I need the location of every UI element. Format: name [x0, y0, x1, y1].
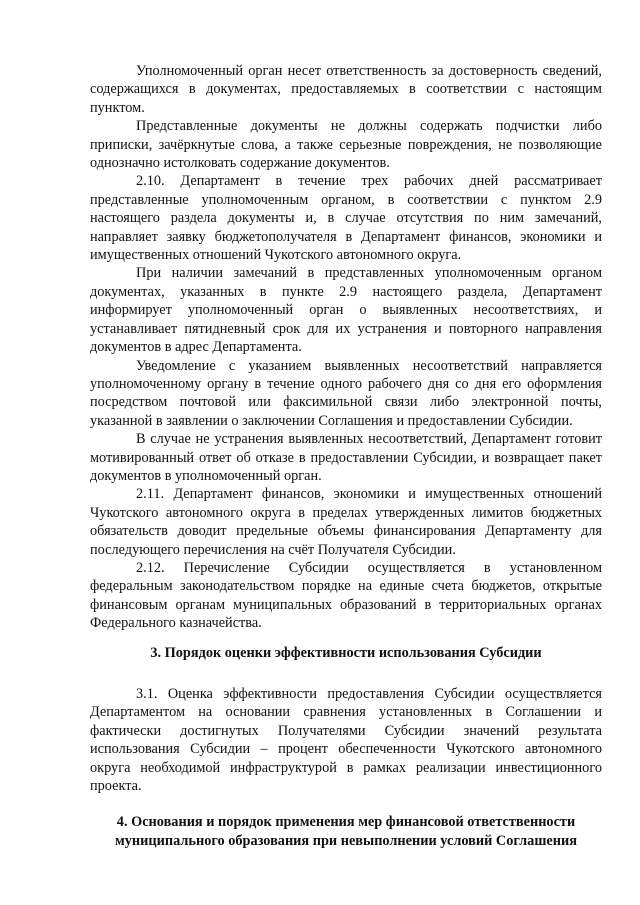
paragraph-2-10: 2.10. Департамент в течение трех рабочих дней рассматривает представленные уполномоченным органом, в соответствии с пунктом 2.9 настоящего раздела документы и, в случае отсутствия по ним замечаний, направляет заявку бюджетополучателя в Департамент финансов, экономики и имущественных отношений Чукотского автономного округа.	[90, 173, 602, 264]
paragraph-remarks: При наличии замечаний в представленных уполномоченным органом документах, указанных в пункте 2.9 настоящего раздела, Департамент информирует уполномоченный орган о выявленных несоответствиях, и устанавливает пятидневный срок для их устранения и повторного направления документов в адрес Департамента.	[90, 265, 602, 356]
paragraph-2-12: 2.12. Перечисление Субсидии осуществляется в установленном федеральным законодательством порядке на единые счета бюджетов, открытые финансовым органам муниципальных образований в территориальных органах Федерального казначейства.	[90, 559, 602, 632]
document-body	[90, 62, 602, 850]
paragraph-3-1: 3.1. Оценка эффективности предоставления Субсидии осуществляется Департаментом на основании сравнения установленных в Соглашении и фактически достигнутых Получателями Субсидии значений результата использования Субсидии – процент обеспеченности Чукотского автономного округа необходимой инфраструктурой в рамках реализации инвестиционного проекта.	[90, 686, 602, 795]
section-4-heading-line-2: муниципального образования при невыполнении условий Соглашения	[115, 832, 577, 849]
paragraph-responsibility: Уполномоченный орган несет ответственность за достоверность сведений, содержащихся в документах, предоставляемых в соответствии с настоящим пунктом.	[90, 63, 602, 116]
section-4-heading-line-1: 4. Основания и порядок применения мер финансовой ответственности	[116, 814, 576, 831]
paragraph-notification: Уведомление с указанием выявленных несоответствий направляется уполномоченному органу в течение одного рабочего дня со дня его оформления посредством почтовой или факсимильной связи либо электронной почты, указанной в заявлении о заключении Соглашения и предоставлении Субсидии.	[90, 357, 602, 429]
paragraph-refusal: В случае не устранения выявленных несоответствий, Департамент готовит мотивированный ответ об отказе в предоставлении Субсидии, и возвращает пакет документов в уполномоченный орган.	[90, 431, 602, 484]
paragraph-2-11: 2.11. Департамент финансов, экономики и имущественных отношений Чукотского автономного округа в пределах утвержденных лимитов бюджетных обязательств доводит предельные объемы финансирования Департаменту для последующего перечисления на счёт Получателя Субсидии.	[90, 486, 602, 558]
section-3-heading: 3. Порядок оценки эффективности использования Субсидии	[150, 644, 542, 661]
paragraph-no-erasures: Представленные документы не должны содержать подчистки либо приписки, зачёркнутые слова, а также серьезные повреждения, не позволяющие однозначно истолковать содержание документов.	[90, 118, 602, 172]
